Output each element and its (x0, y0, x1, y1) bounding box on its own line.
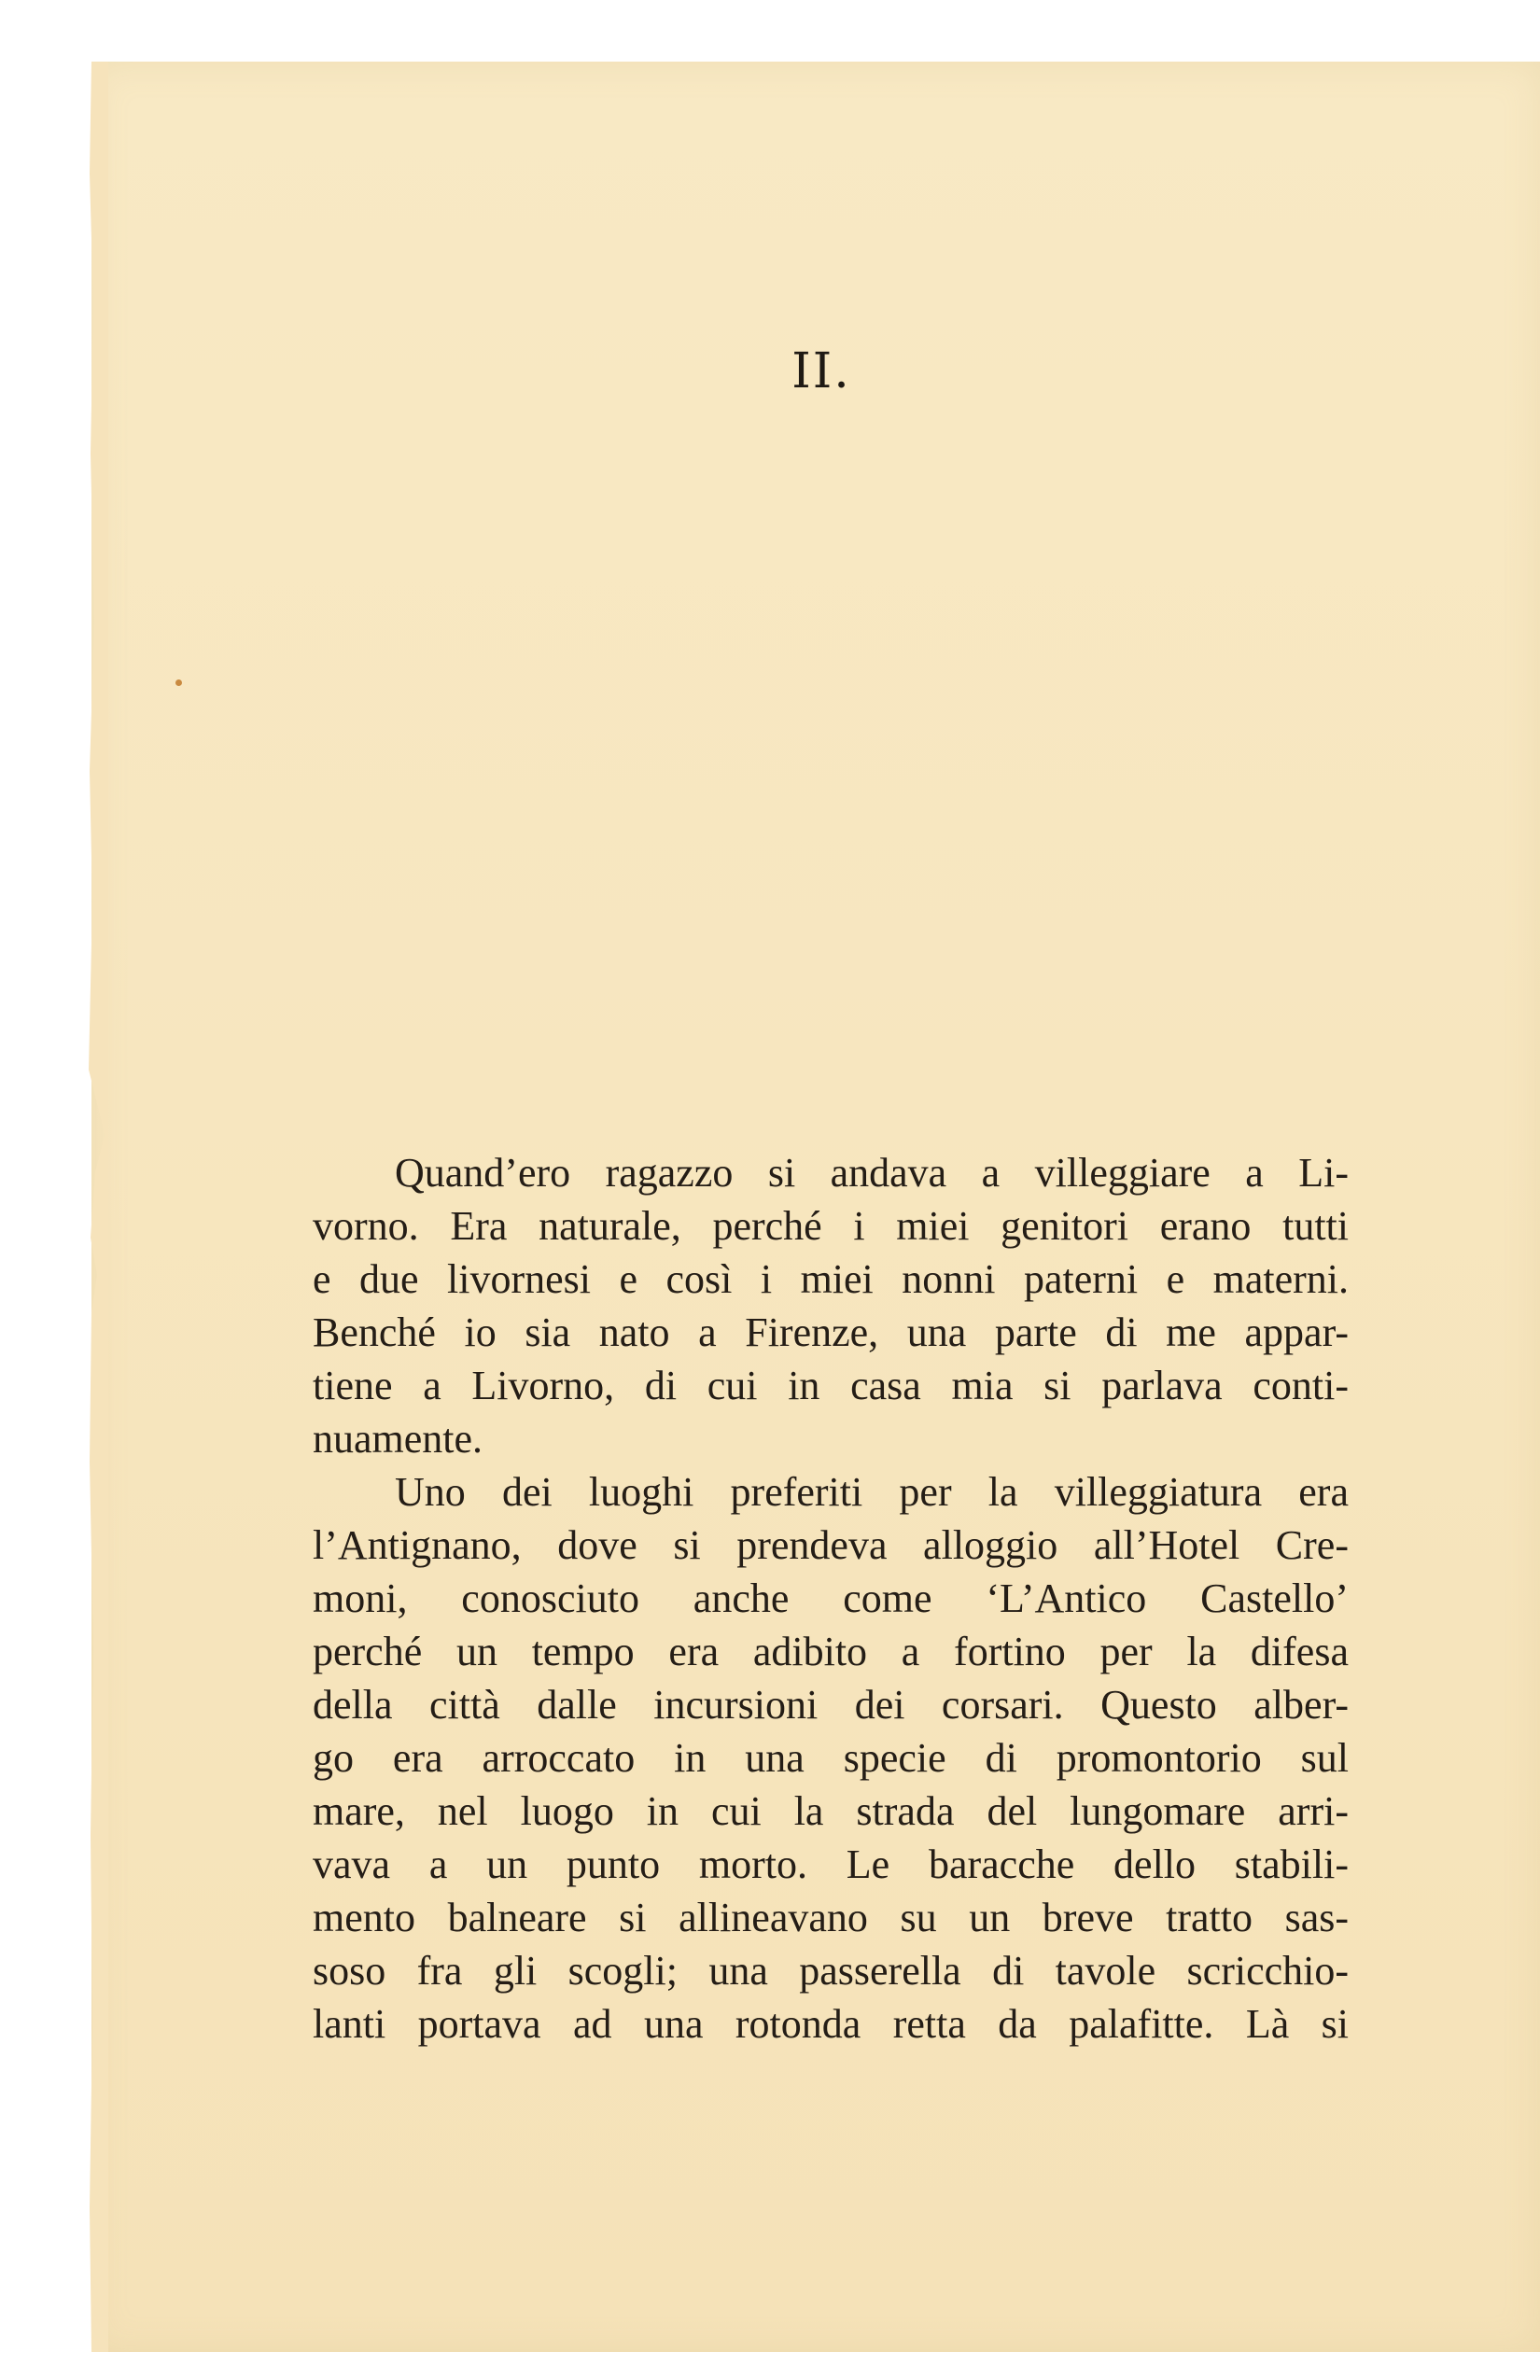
text-line: Quand’ero ragazzo si andava a villeggiare a Li- (395, 1150, 1349, 1196)
chapter-heading: II. (791, 343, 851, 399)
torn-left-edge (82, 62, 108, 2352)
text-line: della città dalle incursioni dei corsari. Questo alber- (313, 1682, 1349, 1728)
text-line: go era arroccato in una specie di promontorio sul (313, 1735, 1349, 1781)
text-line: soso fra gli scogli; una passerella di tavole scricchio- (313, 1948, 1349, 1994)
text-line: lanti portava ad una rotonda retta da palafitte. Là si (313, 2001, 1349, 2047)
text-line: tiene a Livorno, di cui in casa mia si parlava conti- (313, 1363, 1349, 1408)
text-line: moni, conosciuto anche come ‘L’Antico Castello’ (313, 1575, 1349, 1621)
text-line: mare, nel luogo in cui la strada del lungomare arri- (313, 1788, 1349, 1834)
text-line: mento balneare si allineavano su un breve tratto sas- (313, 1895, 1349, 1940)
body-text (313, 1146, 1349, 2051)
text-line: vorno. Era naturale, perché i miei genitori erano tutti (313, 1203, 1349, 1249)
text-line: vava a un punto morto. Le baracche dello stabili- (313, 1841, 1349, 1887)
text-line: e due livornesi e così i miei nonni paterni e materni. (313, 1256, 1349, 1302)
text-line: Benché io sia nato a Firenze, una parte di me appar- (313, 1309, 1349, 1355)
paragraph-2 (313, 1465, 1349, 2051)
paper-speck (175, 679, 182, 686)
text-line: perché un tempo era adibito a fortino per la difesa (313, 1629, 1349, 1674)
text-line: Uno dei luoghi preferiti per la villeggiatura era (395, 1469, 1349, 1515)
paragraph-1 (313, 1146, 1349, 1465)
text-line: l’Antignano, dove si prendeva alloggio all’Hotel Cre- (313, 1522, 1349, 1568)
text-line: nuamente. (313, 1416, 483, 1462)
